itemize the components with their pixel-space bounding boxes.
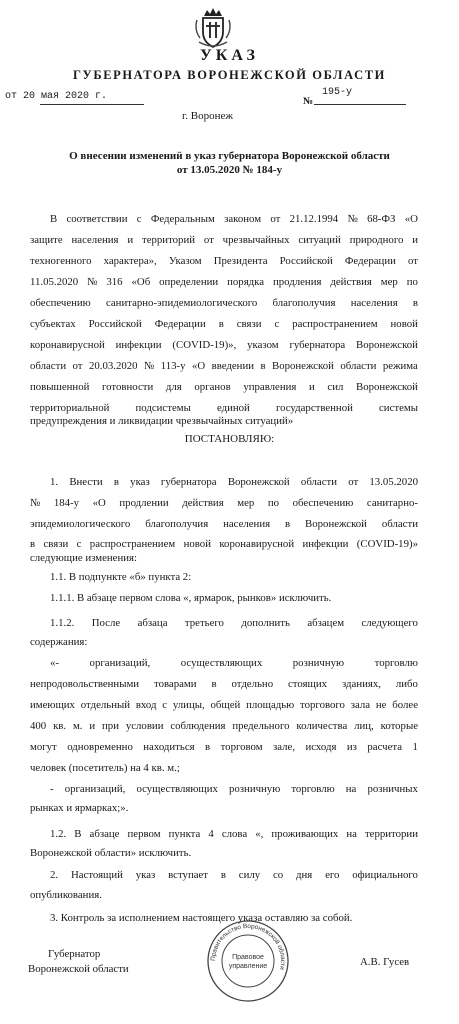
stamp-seal xyxy=(206,919,290,1003)
decree-title: УКАЗ xyxy=(200,47,259,64)
postanovlyayu-heading: ПОСТАНОВЛЯЮ: xyxy=(184,433,275,445)
issuer-title: ГУБЕРНАТОРА ВОРОНЕЖСКОЙ ОБЛАСТИ xyxy=(73,68,386,82)
item-1-1-2-line: содержания: xyxy=(30,636,88,648)
item-1-2-line: Воронежской области» исключить. xyxy=(30,847,192,859)
quote-line: 400 кв. м. и при условии соблюдения предельного количества лиц, которые xyxy=(30,720,418,732)
preamble-line: защите населения и территорий от чрезвычайных ситуаций природного и xyxy=(30,234,418,246)
number-label: № xyxy=(303,96,314,107)
svg-text:Правовое: Правовое xyxy=(232,954,264,961)
item-1-2-line: 1.2. В абзаце первом пункта 4 слова «, проживающих на территории xyxy=(50,828,418,840)
item-1-1: 1.1. В подпункте «б» пункта 2: xyxy=(50,571,192,583)
decree-date: от 20 мая 2020 г. xyxy=(5,91,108,102)
quote-line: - организаций, осуществляющих розничную торговлю на розничных xyxy=(50,783,418,795)
preamble-line: коронавирусной инфекции (COVID-19)», указом губернатора Воронежской xyxy=(30,339,418,351)
svg-text:Правительство Воронежской обла: Правительство Воронежской области xyxy=(209,922,287,971)
date-underline xyxy=(40,104,144,105)
decree-number: 195-у xyxy=(322,87,353,98)
item-1-1-1: 1.1.1. В абзаце первом слова «, ярмарок, рынков» исключить. xyxy=(50,592,332,604)
item-1-line: эпидемиологического благополучия населения в Воронежской области xyxy=(30,518,418,530)
item-1-line: 1. Внести в указ губернатора Воронежской области от 13.05.2020 xyxy=(50,476,418,488)
quote-line: «- организаций, осуществляющих розничную торговлю xyxy=(50,657,418,669)
preamble-line: обеспечению санитарно-эпидемиологического благополучия населения в xyxy=(30,297,418,309)
coat-of-arms-icon xyxy=(190,4,236,50)
item-1-1-2-line: 1.1.2. После абзаца третьего дополнить абзацем следующего xyxy=(50,617,418,629)
quote-line: человек (посетитель) на 4 кв. м.; xyxy=(30,762,180,774)
signatory-name: А.В. Гусев xyxy=(360,956,410,968)
preamble-line: повышенной готовности для органов управления и сил Воронежской xyxy=(30,381,418,393)
item-2-line: опубликования. xyxy=(30,889,102,901)
preamble-line: техногенного характера», Указом Президента Российской Федерации от xyxy=(30,255,418,267)
preamble-line: субъектах Российской Федерации в связи с распространением новой xyxy=(30,318,418,330)
quote-line: могут одновременно находиться в торговом зале, исходя из расчета 1 xyxy=(30,741,418,753)
svg-text:управление: управление xyxy=(228,963,268,970)
item-1-line: следующие изменения: xyxy=(30,552,137,564)
quote-line: непродовольственными товарами в отдельно стоящих зданиях, либо xyxy=(30,678,418,690)
preamble-line: В соответствии с Федеральным законом от 21.12.1994 № 68-ФЗ «О xyxy=(50,213,418,225)
quote-line: имеющих отдельный вход с улицы, общей площадью торгового зала не более xyxy=(30,699,418,711)
preamble-line: предупреждения и ликвидации чрезвычайных ситуаций» xyxy=(30,415,294,427)
subject-line: О внесении изменений в указ губернатора Воронежской области xyxy=(69,150,390,162)
item-1-line: № 184-у «О продлении действия мер по обеспечению санитарно- xyxy=(30,497,418,509)
preamble-line: области от 20.03.2020 № 113-у «О введении в Воронежской области режима xyxy=(30,360,418,372)
item-3: 3. Контроль за исполнением настоящего указа оставляю за собой. xyxy=(50,912,353,924)
signatory-position: Губернатор xyxy=(48,948,101,960)
preamble-line: территориальной подсистемы единой государственной системы xyxy=(30,402,418,414)
number-underline xyxy=(314,104,406,105)
signatory-position: Воронежской области xyxy=(28,963,129,975)
subject-line: от 13.05.2020 № 184-у xyxy=(176,164,283,176)
city: г. Воронеж xyxy=(182,110,233,122)
quote-line: рынках и ярмарках;». xyxy=(30,802,129,814)
item-2-line: 2. Настоящий указ вступает в силу со дня его официального xyxy=(50,869,418,881)
preamble-line: 11.05.2020 № 316 «Об определении порядка продления действия мер по xyxy=(30,276,418,288)
item-1-line: в связи с распространением новой коронавирусной инфекции (COVID-19)» xyxy=(30,538,418,550)
